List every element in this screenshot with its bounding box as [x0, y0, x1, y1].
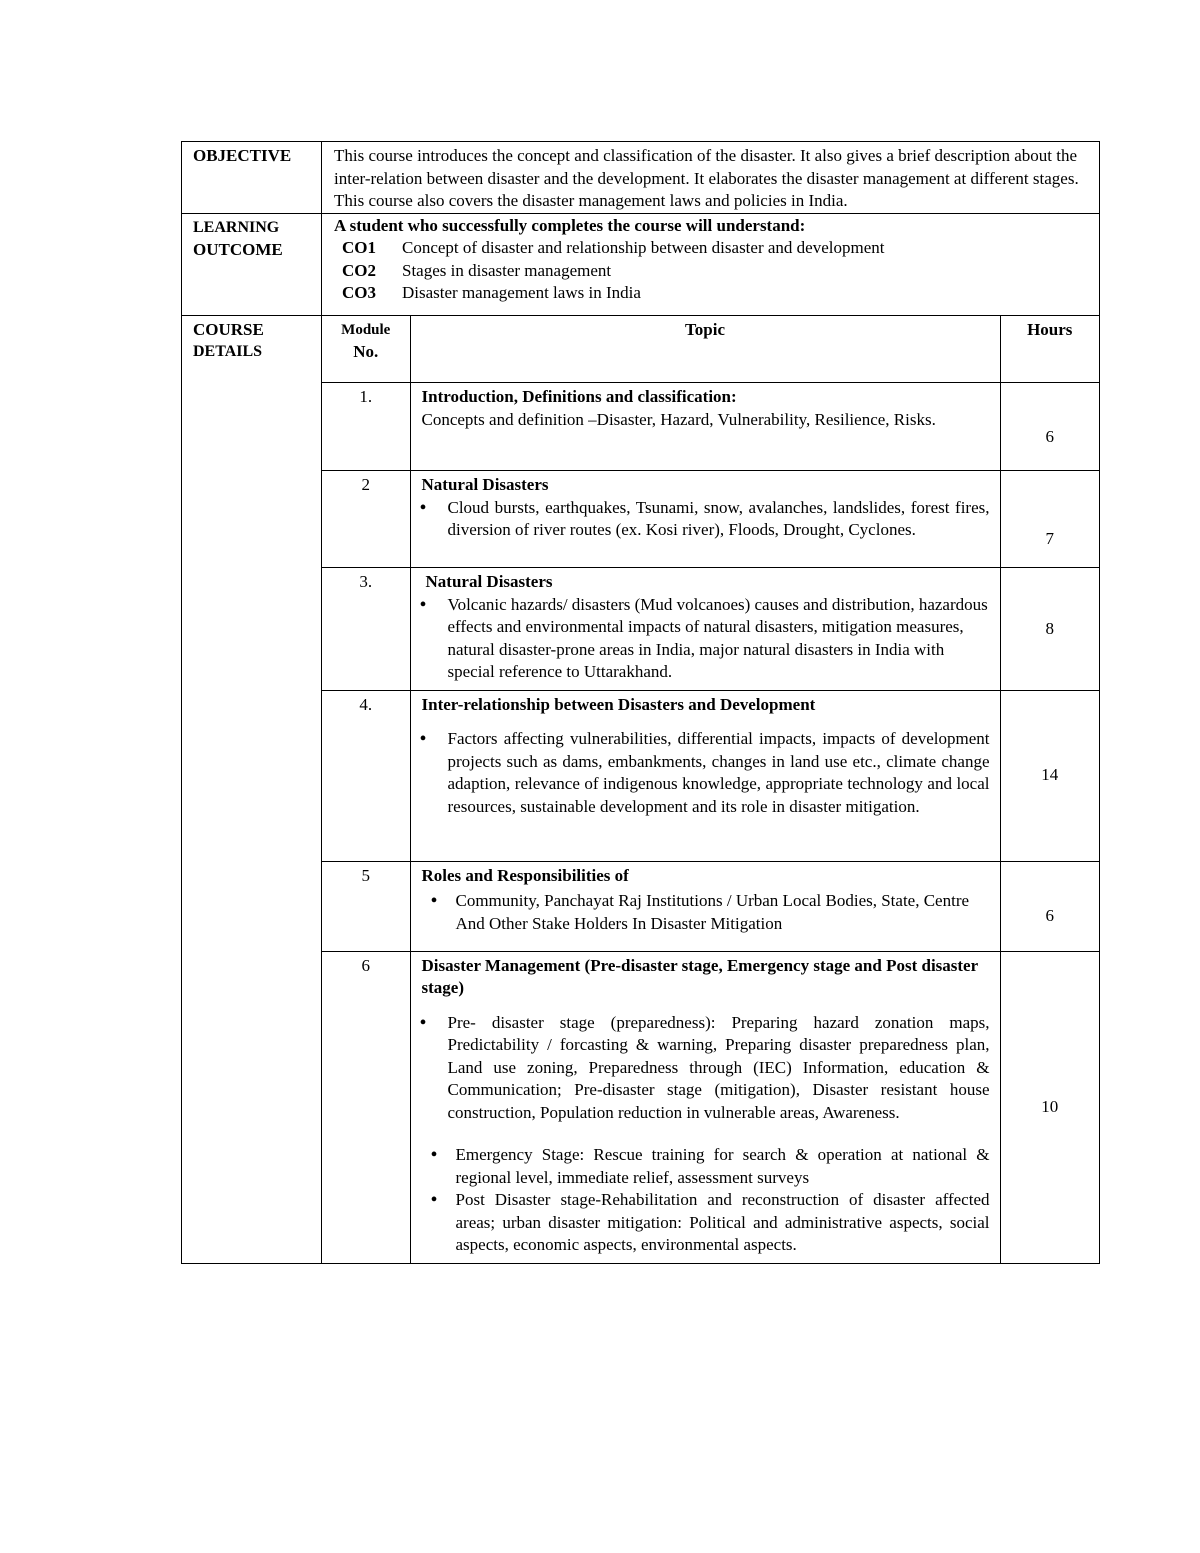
- module-bullet-list: [422, 497, 990, 542]
- learning-outcome-row: [182, 213, 1100, 315]
- learning-outcome-label-line2: OUTCOME: [193, 240, 283, 259]
- module-number: 5: [322, 861, 410, 951]
- objective-row: [182, 142, 1100, 214]
- module-number: 3.: [322, 568, 410, 691]
- module-bullet: • Community, Panchayat Raj Institutions / Urban Local Bodies, State, Centre And Other Stake Holders In Disaster Mitigation: [422, 890, 990, 935]
- module-bullet-list: [422, 594, 990, 684]
- topic-header: Topic: [410, 316, 1000, 383]
- module-topic: [410, 951, 1000, 1263]
- learning-outcome-heading: A student who successfully completes the course will understand:: [334, 215, 806, 235]
- learning-outcome-label: [182, 213, 322, 315]
- module-title: Inter-relationship between Disasters and Development: [421, 694, 816, 714]
- module-row: [322, 383, 1099, 471]
- hours-header: Hours: [1000, 316, 1099, 383]
- module-no-header-line2: No.: [353, 342, 379, 361]
- module-topic: [410, 690, 1000, 861]
- course-details-label: [182, 315, 322, 1263]
- module-row: [322, 471, 1099, 568]
- learning-outcome-label-line1: LEARNING: [193, 218, 280, 236]
- outcome-text: Stages in disaster management: [402, 260, 612, 280]
- module-title: Natural Disasters: [421, 475, 549, 494]
- module-hours: 10: [1000, 951, 1099, 1263]
- module-number: 2: [322, 471, 410, 568]
- module-bullet: • Volcanic hazards/ disasters (Mud volcanoes) causes and distribution, hazardous effects and environmental impacts of natural disasters, mitigation measures, natural disaster-prone areas in India, major natural disasters in India with special reference to Uttarakhand.: [422, 594, 990, 684]
- module-hours: 7: [1000, 471, 1099, 568]
- course-details-row: [182, 315, 1100, 1263]
- module-number: 1.: [322, 383, 410, 471]
- module-topic: [410, 383, 1000, 471]
- module-bullet: • Emergency Stage: Rescue training for search & operation at national & regional level, immediate relief, assessment surveys: [422, 1144, 990, 1189]
- module-topic: [410, 861, 1000, 951]
- outcome-item: [334, 282, 1091, 305]
- module-topic: [410, 471, 1000, 568]
- module-title: Roles and Responsibilities of: [421, 865, 629, 885]
- course-details-label-line1: COURSE: [193, 319, 264, 339]
- module-hours: 6: [1000, 861, 1099, 951]
- syllabus-table: [181, 141, 1100, 1264]
- module-row: [322, 690, 1099, 861]
- module-number: 6: [322, 951, 410, 1263]
- module-hours: 6: [1000, 383, 1099, 471]
- module-bullet: • Pre- disaster stage (preparedness): Preparing hazard zonation maps, Predictability / forcasting & warning, Preparing disaster preparedness plan, Land use zoning, Preparedness through (IEC) Information, education & Communication; Pre-disaster stage (mitigation), Disaster resistant house construction, Population reduction in vulnerable areas, Awareness.: [422, 1012, 990, 1125]
- course-details-label-line2: DETAILS: [193, 343, 263, 360]
- objective-text: This course introduces the concept and classification of the disaster. It also gives a brief description about the inter-relation between disaster and the development. It elaborates the disaster management at different stages. This course also covers the disaster management laws and policies in India.: [322, 142, 1100, 214]
- module-bullet-list: [422, 1144, 990, 1257]
- module-title: Introduction, Definitions and classification:: [421, 387, 737, 406]
- module-topic: [410, 568, 1000, 691]
- module-bullet: • Cloud bursts, earthquakes, Tsunami, snow, avalanches, landslides, forest fires, diversion of river routes (ex. Kosi river), Floods, Drought, Cyclones.: [422, 497, 990, 542]
- module-description: Concepts and definition –Disaster, Hazard, Vulnerability, Resilience, Risks.: [421, 409, 936, 429]
- module-row: [322, 568, 1099, 691]
- outcome-item: [334, 260, 1091, 283]
- module-bullet: • Factors affecting vulnerabilities, differential impacts, impacts of development projects such as dams, embankments, changes in land use etc., climate change adaption, relevance of indigenous knowledge, appropriate technology and local resources, sustainable development and its role in disaster mitigation.: [422, 728, 990, 818]
- course-details-content: [322, 315, 1100, 1263]
- module-row: [322, 951, 1099, 1263]
- outcome-code: CO1: [342, 238, 376, 257]
- outcome-item: [334, 237, 1091, 260]
- module-no-header: [322, 316, 410, 383]
- module-hours: 8: [1000, 568, 1099, 691]
- module-no-header-line1: Module: [341, 321, 391, 338]
- outcome-text: Concept of disaster and relationship between disaster and development: [402, 238, 885, 257]
- module-bullet-list: [422, 890, 990, 935]
- module-row: [322, 861, 1099, 951]
- module-table: [322, 316, 1099, 1263]
- module-bullet-list: [422, 728, 990, 818]
- outcome-code: CO3: [342, 283, 376, 302]
- syllabus-document: [181, 141, 1100, 1264]
- module-bullet-list: [422, 1012, 990, 1125]
- module-bullet: • Post Disaster stage-Rehabilitation and reconstruction of disaster affected areas; urban disaster mitigation: Political and administrative aspects, social aspects, economic aspects, environmental aspects.: [422, 1189, 990, 1257]
- learning-outcome-content: [322, 213, 1100, 315]
- module-table-header: [322, 316, 1099, 383]
- outcome-text: Disaster management laws in India: [402, 283, 641, 302]
- module-number: 4.: [322, 690, 410, 861]
- outcome-code: CO2: [342, 260, 376, 280]
- objective-label: OBJECTIVE: [182, 142, 322, 214]
- module-title: Natural Disasters: [425, 572, 553, 591]
- module-title: Disaster Management (Pre-disaster stage, Emergency stage and Post disaster stage): [421, 955, 978, 997]
- module-hours: 14: [1000, 690, 1099, 861]
